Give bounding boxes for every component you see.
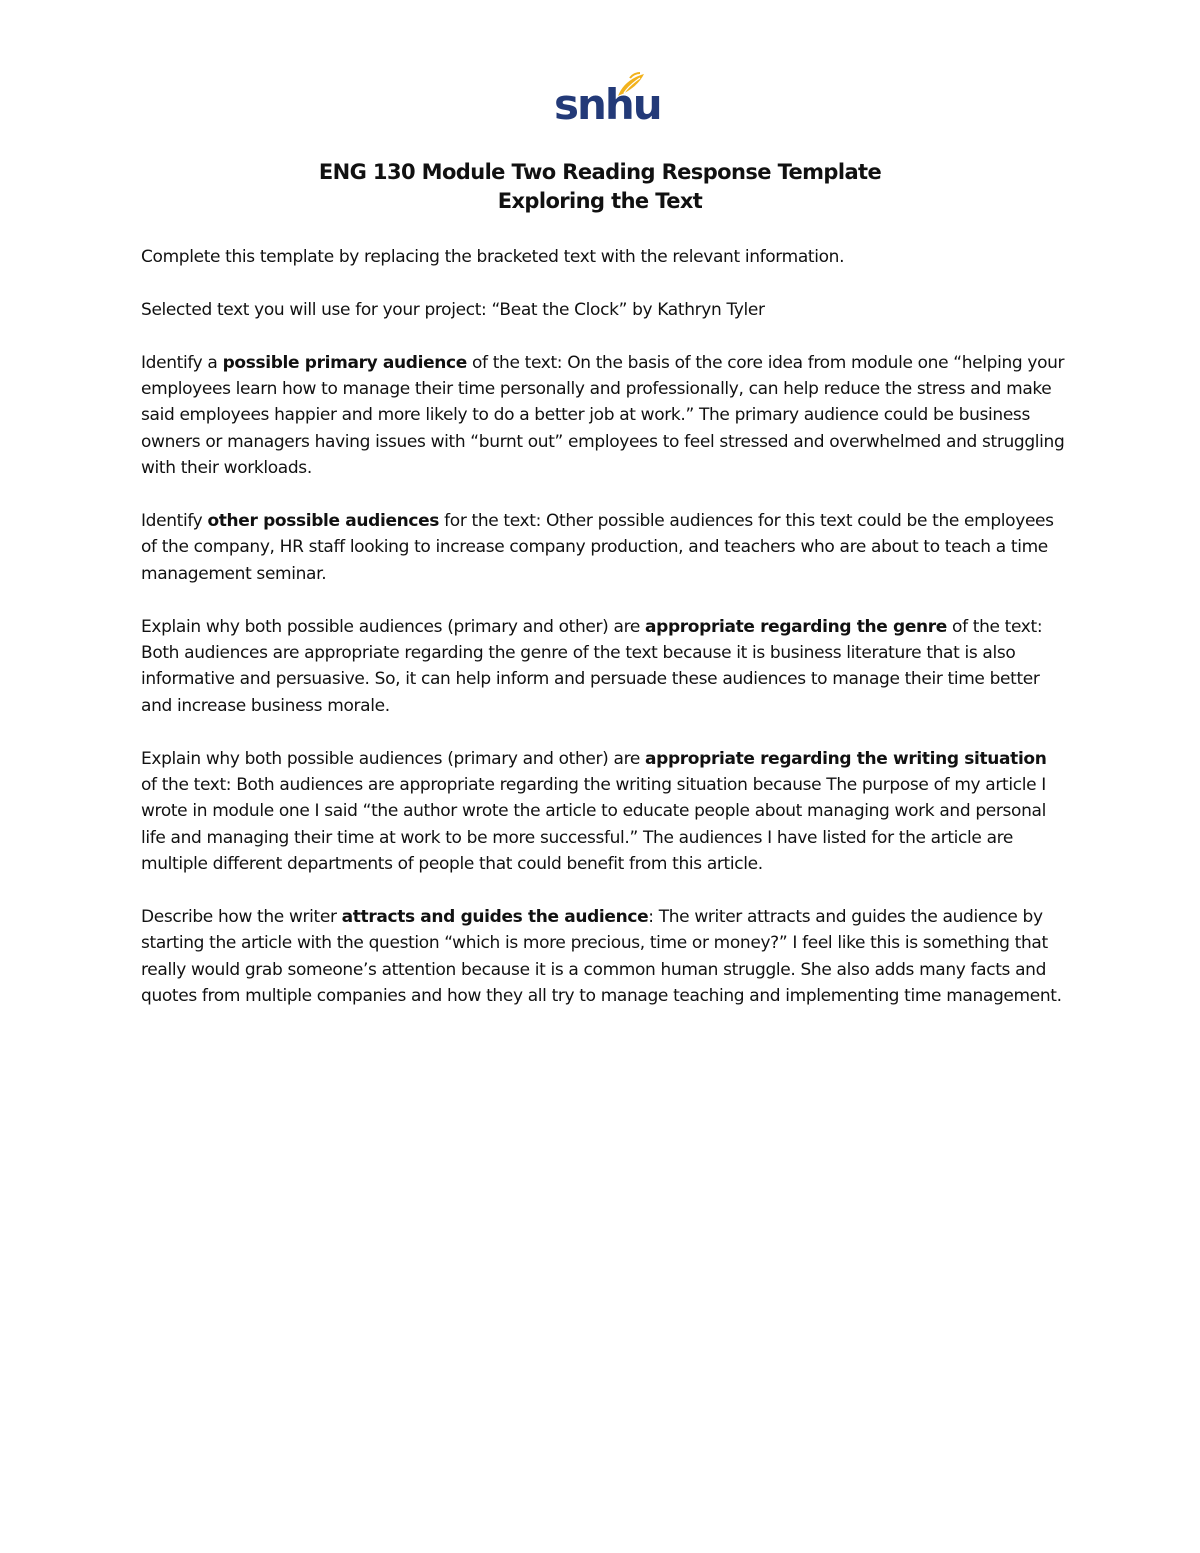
prompt-suffix: of the text:	[946, 616, 1043, 637]
prompt-emphasis: attracts and guides the audience	[341, 907, 649, 928]
writing-situation-paragraph	[141, 746, 1066, 878]
prompt-suffix: :	[648, 907, 654, 928]
attracts-paragraph	[141, 904, 1066, 1010]
answer-text: Other possible audiences for this text could be the employees of the company, HR staff looking to increase company production, and teachers who are about to teach a time management seminar.	[141, 511, 1054, 584]
prompt-prefix: Describe how the writer	[141, 907, 342, 928]
selected-text-value: “Beat the Clock” by Kathryn Tyler	[486, 299, 765, 320]
prompt-prefix: Explain why both possible audiences (primary and other) are	[141, 748, 646, 769]
document-body	[141, 244, 1066, 1036]
prompt-emphasis: appropriate regarding the writing situation	[645, 748, 1047, 769]
prompt-emphasis: appropriate regarding the genre	[645, 616, 947, 637]
prompt-emphasis: possible primary audience	[222, 352, 467, 373]
selected-text-paragraph	[141, 297, 1066, 323]
prompt-prefix: Explain why both possible audiences (primary and other) are	[141, 616, 646, 637]
answer-text: The writer attracts and guides the audience by starting the article with the question “which is more precious, time or money?” I feel like this is something that really would grab someone’s attention because it is a common human struggle. She also adds many facts and quotes from multiple companies and how they all try to manage teaching and implementing time management.	[141, 907, 1062, 1007]
answer-text: Both audiences are appropriate regarding the writing situation because The purpose of my article I wrote in module one I said “the author wrote the article to educate people about managing work and personal life and managing their time at work to be more successful.” The audiences I have listed for the article are multiple different departments of people that could benefit from this article.	[141, 775, 1046, 875]
prompt-prefix: Identify a	[141, 352, 223, 373]
prompt-suffix: of the text:	[466, 352, 563, 373]
selected-text-label: Selected text you will use for your project:	[141, 299, 487, 320]
prompt-prefix: Identify	[141, 511, 208, 532]
genre-paragraph	[141, 614, 1066, 720]
prompt-suffix: of the text:	[141, 775, 232, 796]
page-subtitle: Exploring the Text	[497, 189, 703, 213]
title-block	[141, 158, 1059, 216]
primary-audience-paragraph	[141, 350, 1066, 482]
prompt-suffix: for the text:	[439, 511, 541, 532]
prompt-emphasis: other possible audiences	[207, 511, 440, 532]
logo-wordmark: snhu	[554, 80, 661, 129]
other-audiences-paragraph	[141, 508, 1066, 587]
page-title: ENG 130 Module Two Reading Response Template	[318, 160, 882, 184]
instructions-paragraph: Complete this template by replacing the bracketed text with the relevant information.	[141, 247, 845, 267]
answer-text: On the basis of the core idea from module one “helping your employees learn how to manage their time personally and professionally, can help reduce the stress and make said employees happier and more likely to do a better job at work.” The primary audience could be business owners or managers having issues with “burnt out” employees to feel stressed and overwhelmed and struggling with their workloads.	[141, 352, 1065, 479]
answer-text: Both audiences are appropriate regarding the genre of the text because it is business literature that is also informative and persuasive. So, it can help inform and persuade these audiences to manage their time better and increase business morale.	[141, 643, 1040, 716]
snhu-logo	[552, 72, 661, 136]
